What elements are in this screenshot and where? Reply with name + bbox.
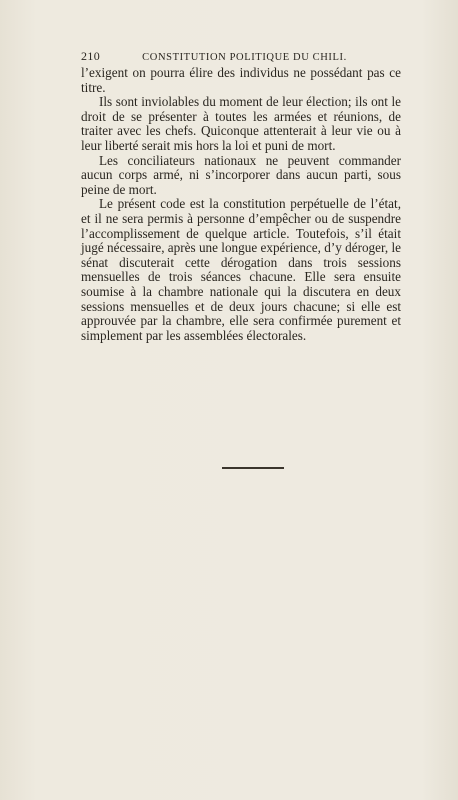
paragraph-continuation: l’exigent on pourra élire des individus ne possédant pas ce titre. (81, 65, 401, 95)
paragraph-conciliators: Les conciliateurs nationaux ne peuvent commander aucun corps armé, ni s’incorporer dans aucun parti, sous peine de mort. (81, 152, 401, 197)
paragraph-inviolability: Ils sont inviolables du moment de leur élection; ils ont le droit de se présenter à toutes les armées et réunions, de traiter avec les chefs. Quiconque attenterait à leur vie ou à leur liberté serait mis hors la loi et puni de mort. (81, 94, 401, 153)
page-header (81, 49, 401, 64)
paragraph-perpetual-code: Le présent code est la constitution perpétuelle de l’état, et il ne sera permis à personne d’empêcher ou de suspendre l’accomplissement de quelque article. Toutefois, s’il était jugé nécessaire, après une longue expérience, d’y déroger, le sénat discuterait cette dérogation dans trois sessions mensuelles de trois séances chacune. Elle sera ensuite soumise à la chambre nationale qui la discutera en deux sessions mensuelles et de deux jours chacune; si elle est approuvée par la chambre, elle sera confirmée purement et simplement par les assemblées électorales. (81, 196, 401, 343)
running-title: CONSTITUTION POLITIQUE DU CHILI. (142, 52, 347, 63)
page-body (81, 66, 401, 343)
end-rule (222, 467, 284, 469)
page-number: 210 (81, 49, 101, 63)
